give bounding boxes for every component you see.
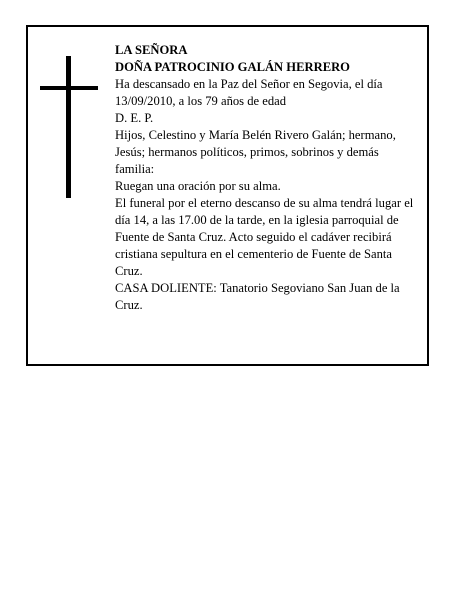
cross-vertical-bar — [66, 56, 71, 198]
cross-icon — [40, 56, 98, 198]
cross-horizontal-bar — [40, 86, 98, 90]
deceased-name: DOÑA PATROCINIO GALÁN HERRERO — [115, 60, 350, 74]
heading-title: LA SEÑORA — [115, 43, 188, 57]
rest-in-peace: D. E. P. — [115, 111, 154, 125]
mourning-house: CASA DOLIENTE: Tanatorio Segoviano San Juan de la Cruz. — [115, 281, 400, 312]
funeral-details: El funeral por el eterno descanso de su alma tendrá lugar el día 14, a las 17.00 de la tarde, en la iglesia parroquial de Fuente de Santa Cruz. Acto seguido el cadáver recibirá cristiana sepultura en el cementerio de Fuente de Santa Cruz. — [115, 196, 414, 278]
family-list: Hijos, Celestino y María Belén Rivero Galán; hermano, Jesús; hermanos políticos, primos, sobrinos y demás familia: — [115, 128, 396, 176]
notice-text — [115, 42, 421, 314]
prayer-request: Ruegan una oración por su alma. — [115, 179, 281, 193]
death-announcement: Ha descansado en la Paz del Señor en Segovia, el día 13/09/2010, a los 79 años de edad — [115, 77, 383, 108]
obituary-notice — [26, 25, 429, 366]
